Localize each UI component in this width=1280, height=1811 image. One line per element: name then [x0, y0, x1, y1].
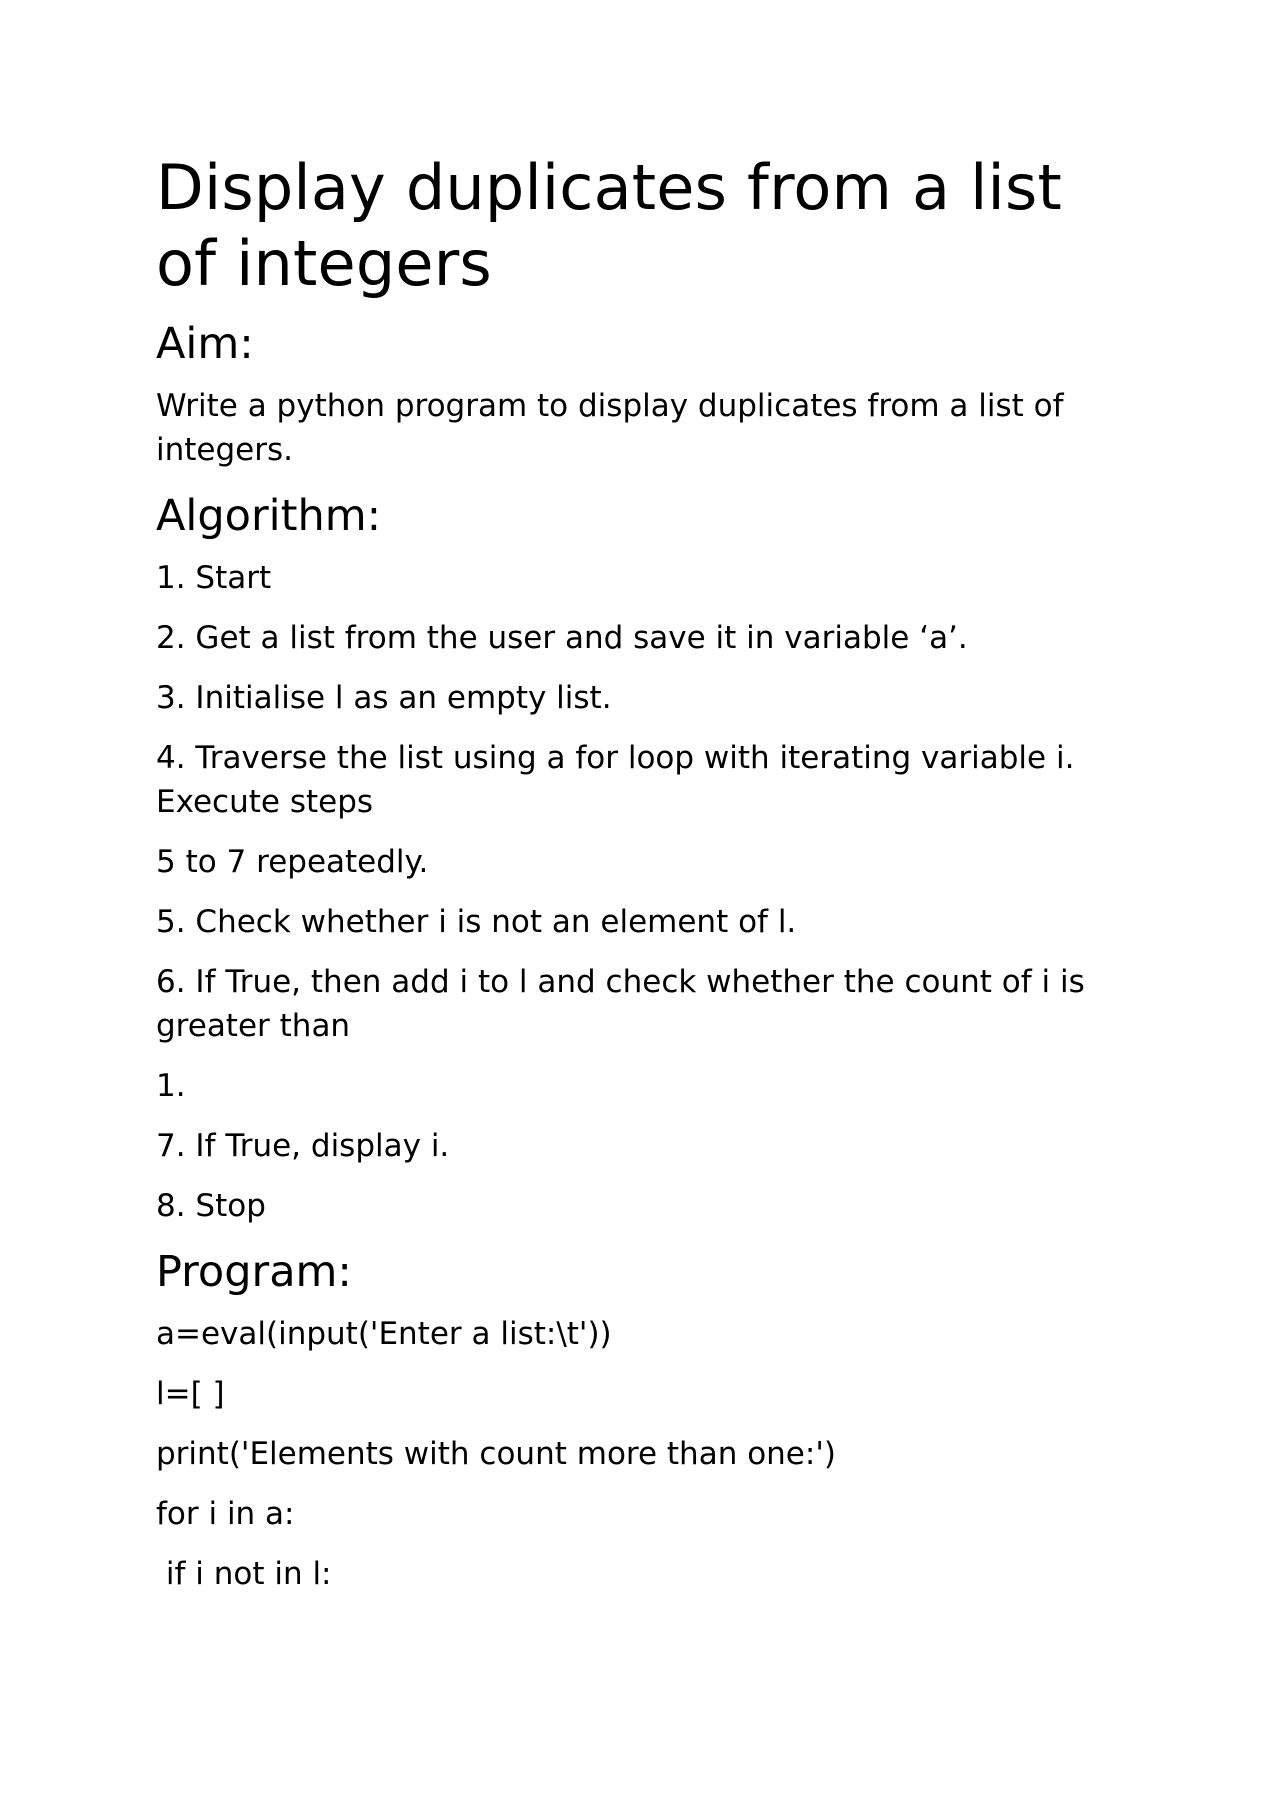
- spacer: [156, 1108, 1136, 1124]
- document-title: Display duplicates from a list of integers: [156, 151, 1062, 300]
- program-line: print('Elements with count more than one:'): [156, 1436, 836, 1472]
- spacer: [156, 824, 1136, 840]
- aim-text: Write a python program to display duplicates from a list of integers.: [156, 388, 1074, 468]
- spacer: [156, 370, 1136, 384]
- program-line: l=[ ]: [156, 1376, 225, 1412]
- spacer: [156, 884, 1136, 900]
- algorithm-step: 7. If True, display i.: [156, 1128, 450, 1164]
- spacer: [156, 1356, 1136, 1372]
- spacer: [156, 660, 1136, 676]
- algorithm-step: 1.: [156, 1068, 186, 1104]
- spacer: [156, 1416, 1136, 1432]
- spacer: [156, 302, 1136, 318]
- algorithm-step: 5 to 7 repeatedly.: [156, 844, 429, 880]
- program-heading: Program:: [156, 1247, 352, 1297]
- algorithm-step: 3. Initialise l as an empty list.: [156, 680, 612, 716]
- program-line: a=eval(input('Enter a list:\t')): [156, 1316, 612, 1352]
- spacer: [156, 542, 1136, 556]
- spacer: [156, 720, 1136, 736]
- algorithm-step: 1. Start: [156, 560, 272, 596]
- algorithm-heading: Algorithm:: [156, 491, 382, 541]
- aim-heading: Aim:: [156, 319, 254, 369]
- document-page: [156, 150, 1136, 1596]
- algorithm-step: 2. Get a list from the user and save it in variable ‘a’.: [156, 620, 968, 656]
- spacer: [156, 600, 1136, 616]
- algorithm-step: 5. Check whether i is not an element of l.: [156, 904, 797, 940]
- spacer: [156, 1476, 1136, 1492]
- program-line: if i not in l:: [156, 1556, 332, 1592]
- spacer: [156, 472, 1136, 490]
- algorithm-step: 4. Traverse the list using a for loop with iterating variable i. Execute steps: [156, 740, 1085, 820]
- spacer: [156, 1168, 1136, 1184]
- spacer: [156, 1228, 1136, 1246]
- algorithm-step: 8. Stop: [156, 1188, 266, 1224]
- spacer: [156, 1536, 1136, 1552]
- spacer: [156, 1298, 1136, 1312]
- algorithm-step: 6. If True, then add i to l and check whether the count of i is greater than: [156, 964, 1095, 1044]
- program-line: for i in a:: [156, 1496, 295, 1532]
- spacer: [156, 1048, 1136, 1064]
- spacer: [156, 944, 1136, 960]
